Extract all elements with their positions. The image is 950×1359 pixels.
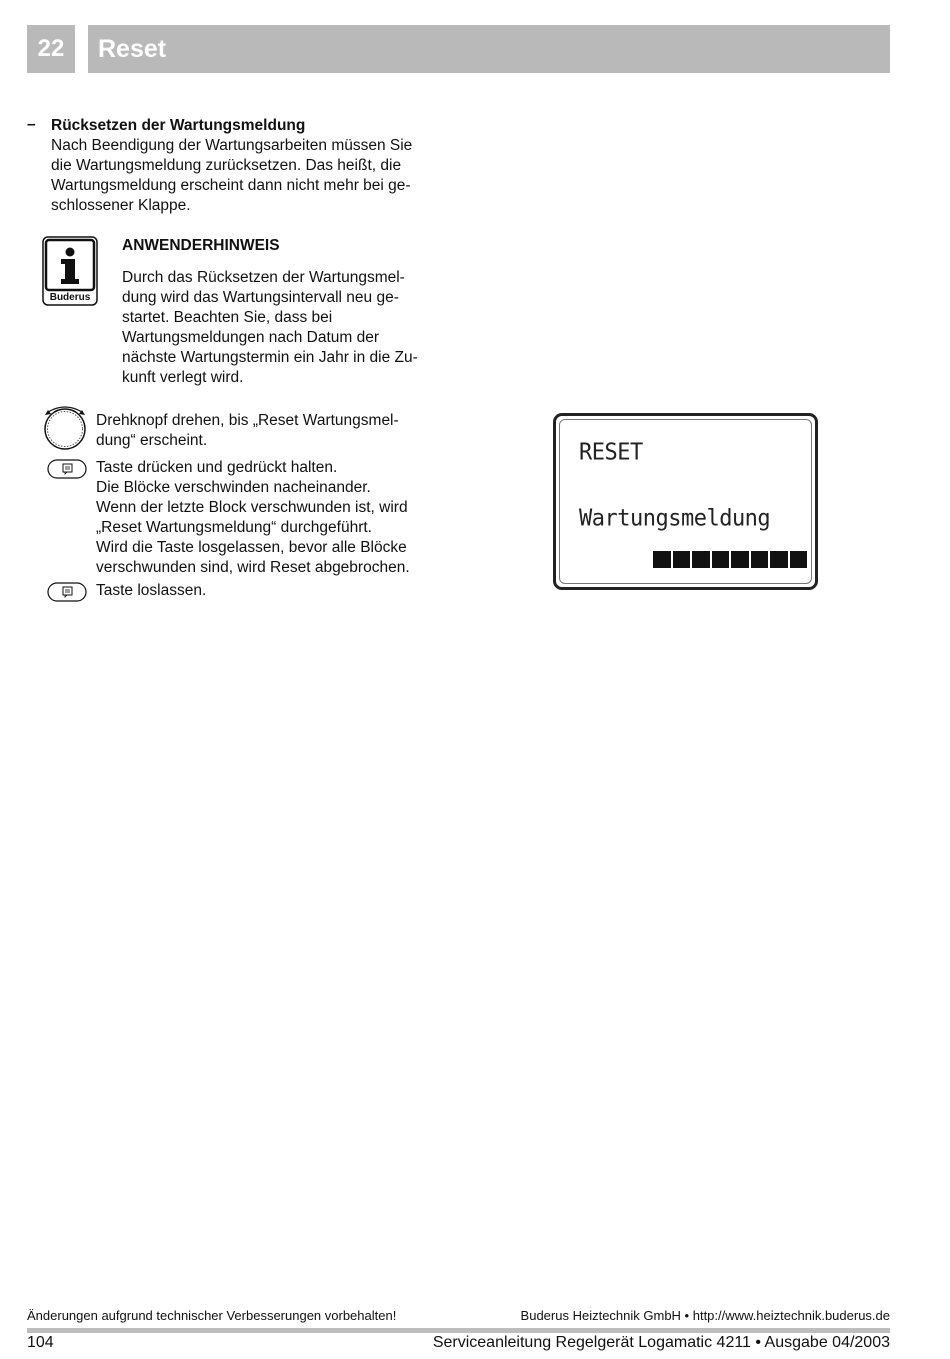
lcd-block xyxy=(712,551,730,568)
step-line: dung“ erscheint. xyxy=(96,432,208,449)
step-1 xyxy=(96,411,399,451)
lcd-block xyxy=(692,551,710,568)
footer-rule xyxy=(27,1328,890,1333)
note-line: startet. Beachten Sie, dass bei xyxy=(122,309,333,326)
display-key-icon xyxy=(47,459,87,479)
lcd-screen xyxy=(559,419,812,584)
list-dash: – xyxy=(27,116,36,133)
section-block xyxy=(51,116,412,216)
rotary-knob-icon xyxy=(40,402,90,452)
step-line: Taste drücken und gedrückt halten. xyxy=(96,459,338,476)
chapter-number: 22 xyxy=(27,25,75,73)
section-body-line: Wartungsmeldung erscheint dann nicht mehr bei ge- xyxy=(51,177,411,194)
lcd-progress-blocks xyxy=(653,551,807,568)
note-title: ANWENDERHINWEIS xyxy=(122,237,280,254)
footer-doc-title: Serviceanleitung Regelgerät Logamatic 4211 • Ausgabe 04/2003 xyxy=(432,1334,890,1351)
section-heading: Rücksetzen der Wartungsmeldung xyxy=(51,117,306,134)
note-line: Durch das Rücksetzen der Wartungsmel- xyxy=(122,269,405,286)
lcd-line-1: RESET xyxy=(579,439,643,466)
chapter-title: Reset xyxy=(88,25,890,73)
step-line: Die Blöcke verschwinden nacheinander. xyxy=(96,479,371,496)
lcd-block xyxy=(790,551,808,568)
info-icon xyxy=(42,236,98,306)
step-line: Taste loslassen. xyxy=(96,582,207,599)
lcd-block xyxy=(751,551,769,568)
lcd-line-2: Wartungsmeldung xyxy=(579,505,771,532)
info-icon-label: Buderus xyxy=(49,292,91,303)
footer-disclaimer: Änderungen aufgrund technischer Verbesserungen vorbehalten! xyxy=(27,1308,397,1323)
step-line: verschwunden sind, wird Reset abgebrochen. xyxy=(96,559,410,576)
lcd-block xyxy=(770,551,788,568)
step-line: Drehknopf drehen, bis „Reset Wartungsmel- xyxy=(96,412,399,429)
step-line: Wird die Taste losgelassen, bevor alle Blöcke xyxy=(96,539,407,556)
step-3 xyxy=(96,581,206,601)
step-line: Wenn der letzte Block verschwunden ist, wird xyxy=(96,499,408,516)
display-key-icon xyxy=(47,582,87,602)
note-line: dung wird das Wartungsintervall neu ge- xyxy=(122,289,399,306)
section-body-line: schlossener Klappe. xyxy=(51,197,191,214)
lcd-block xyxy=(731,551,749,568)
step-line: „Reset Wartungsmeldung“ durchgeführt. xyxy=(96,519,372,536)
note-line: kunft verlegt wird. xyxy=(122,369,244,386)
page-number: 104 xyxy=(27,1334,54,1351)
note-line: nächste Wartungstermin ein Jahr in die Zu- xyxy=(122,349,418,366)
step-2 xyxy=(96,458,410,578)
lcd-block xyxy=(653,551,671,568)
note-line: Wartungsmeldungen nach Datum der xyxy=(122,329,380,346)
footer-company: Buderus Heiztechnik GmbH • http://www.heiztechnik.buderus.de xyxy=(520,1308,890,1323)
lcd-display xyxy=(553,413,818,590)
note-body xyxy=(122,268,418,388)
lcd-block xyxy=(673,551,691,568)
section-body-line: die Wartungsmeldung zurücksetzen. Das heißt, die xyxy=(51,157,402,174)
section-body-line: Nach Beendigung der Wartungsarbeiten müssen Sie xyxy=(51,137,413,154)
